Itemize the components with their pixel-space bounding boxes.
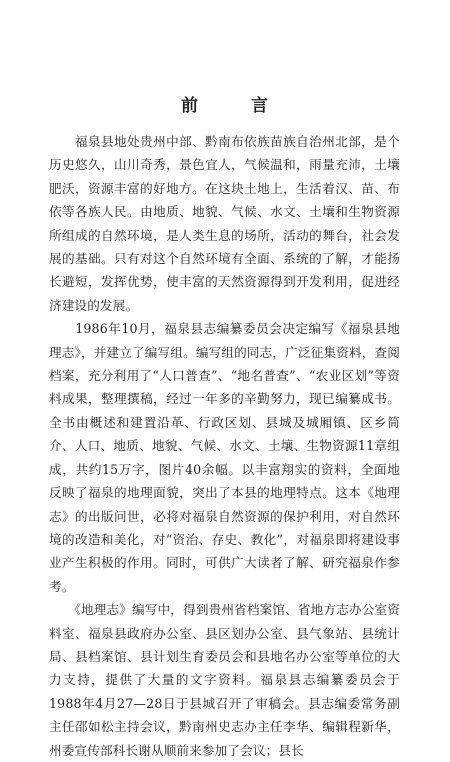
paragraph-3: 《地理志》编写中，得到贵州省档案馆、省地方志办公室资料室、福泉县政府办公室、县区划办公室、县气象站、县统计局、县档案馆、县计划生育委员会和县地名办公室等单位的大力支持，提供了大量的文字资料。福泉县志编纂委员会于1988年4月27—28日于县城召开了审稿会。县志编委常务副主任邵如松主持会议，黔南州史志办主任李华、编辑程新华，州委宣传部科长谢从顺前来参加了会议；县长 xyxy=(49,602,400,758)
paragraph-2: 1986年10月，福泉县志编纂委员会决定编写《福泉县地理志》，并建立了编写组。编写组的同志，广泛征集资料，查阅档案，充分利用了“人口普查”、“地名普查”、“农业区划”等资料成果，整理撰稿，经过一年多的辛勤努力，现已编纂成书。全书由概述和建置沿革、行政区划、县城及城厢镇、区乡简介、人口、地质、地貌、气候、水文、土壤、生物资源11章组成，共约15万字，图片40余幅。以丰富翔实的资料，全面地反映了福泉的地理面貌，突出了本县的地理特点。这本《地理志》的出版问世，必将对福泉自然资源的保护利用，对自然环境的改造和美化，对“资治、存史、教化”，对福泉即将建设事业产生积极的作用。同时，可供广大读者了解、研究福泉作参考。 xyxy=(49,321,400,594)
body-text xyxy=(49,130,400,762)
paragraph-1: 福泉县地处贵州中部、黔南布依族苗族自治州北部，是个历史悠久，山川奇秀，景色宜人，气候温和，雨量充沛，土壤肥沃，资源丰富的好地方。在这块土地上，生活着汉、苗、布依等各族人民。由地质、地貌、气候、水文、土壤和生物资源所组成的自然环境，是人类生息的场所，活动的舞台，社会发展的基础。只有对这个自然环境有全面、系统的了解，才能扬长避短，发挥优势，使丰富的天然资源得到开发利用，促进经济建设的发展。 xyxy=(49,134,400,313)
page-title: 前 言 xyxy=(181,96,286,116)
